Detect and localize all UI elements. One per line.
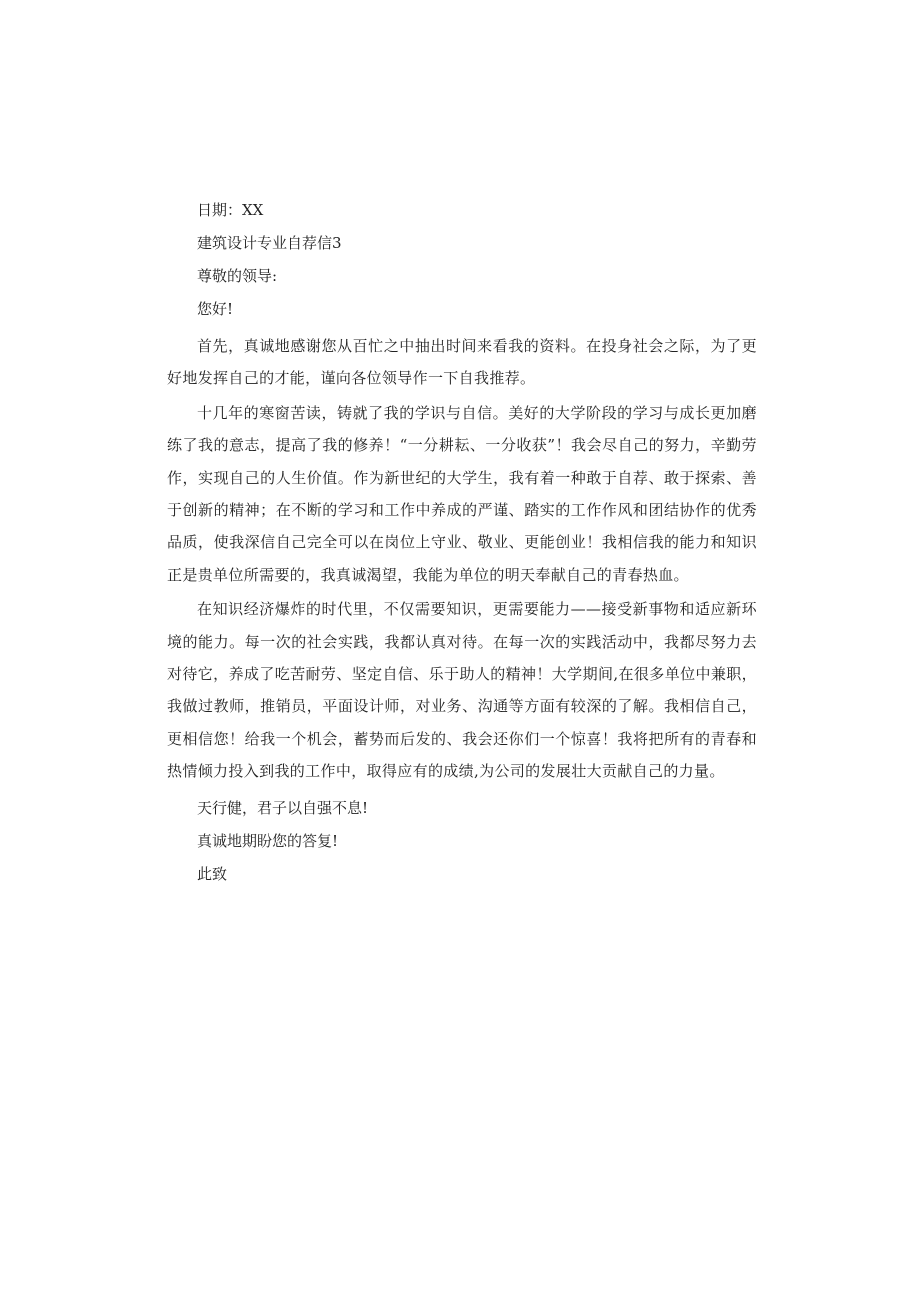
date-line: 日期：XX bbox=[197, 201, 264, 219]
salutation: 尊敬的领导: bbox=[197, 267, 278, 285]
closing-hope-line: 真诚地期盼您的答复! bbox=[197, 831, 339, 850]
body-paragraph-1: 首先，真诚地感谢您从百忙之中抽出时间来看我的资料。在投身社会之际，为了更好地发挥自己的才能，谨向各位领导作一下自我推荐。 bbox=[167, 337, 757, 388]
letter-heading: 建筑设计专业自荐信3 bbox=[197, 234, 342, 252]
body-paragraph-2: 十几年的寒窗苦读，铸就了我的学识与自信。美好的大学阶段的学习与成长更加磨练了我的意志，提高了我的修养！“一分耕耘、一分收获”！我会尽自己的努力，辛勤劳作，实现自己的人生价值。作为新世纪的大学生，我有着一种敢于自荐、敢于探索、善于创新的精神；在不断的学习和工作中养成的严谨、踏实的工作作风和团结协作的优秀品质，使我深信自己完全可以在岗位上守业、敬业、更能创业！我相信我的能力和知识正是贵单位所需要的，我真诚渴望，我能为单位的明天奉献自己的青春热血。 bbox=[167, 403, 757, 584]
motto-line: 天行健，君子以自强不息! bbox=[197, 798, 369, 817]
closing-line: 此致 bbox=[197, 864, 228, 883]
letter-page bbox=[167, 199, 757, 896]
body-paragraph-3: 在知识经济爆炸的时代里，不仅需要知识，更需要能力——接受新事物和适应新环境的能力。每一次的社会实践，我都认真对待。在每一次的实践活动中，我都尽努力去对待它，养成了吃苦耐劳、坚定自信、乐于助人的精神！大学期间,在很多单位中兼职，我做过教师，推销员，平面设计师，对业务、沟通等方面有较深的了解。我相信自己，更相信您！给我一个机会，蓄势而后发的、我会还你们一个惊喜！我将把所有的青春和热情倾力投入到我的工作中，取得应有的成绩,为公司的发展壮大贡献自己的力量。 bbox=[167, 600, 757, 781]
greeting: 您好! bbox=[197, 300, 234, 318]
